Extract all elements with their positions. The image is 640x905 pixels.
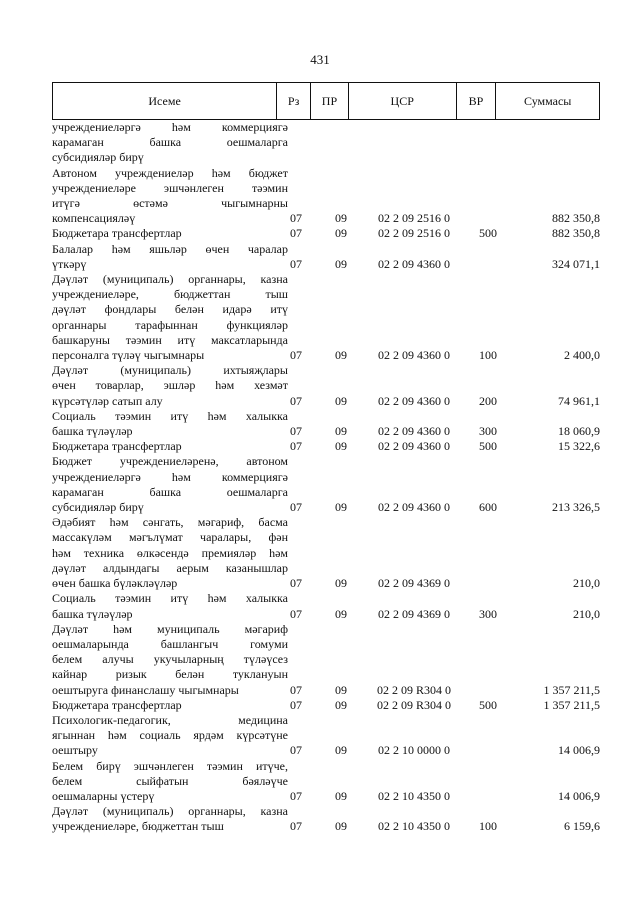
- row-name-line: Бюджетара трансфертлар: [52, 226, 182, 241]
- row-name: [52, 120, 288, 166]
- row-csr: 02 2 09 4360 0: [378, 500, 450, 515]
- row-pr: 09: [335, 256, 347, 271]
- row-pr: 09: [335, 348, 347, 363]
- row-name-line: оешмаларында башлангыч гомуми: [52, 636, 288, 651]
- row-sum: 882 350,8: [552, 211, 600, 226]
- row-vr: 100: [479, 348, 497, 363]
- row-name-line: оештыруга финанслашу чыгымнары: [52, 682, 239, 697]
- header-rz: Рз: [276, 83, 310, 119]
- table-row: [52, 515, 600, 591]
- row-name-line: өчен товарлар, эшләр һәм хезмәт: [52, 378, 288, 393]
- row-name-line: Әдәбият һәм сәнгать, мәгариф, басма: [52, 515, 288, 530]
- row-sum: 2 400,0: [564, 348, 600, 363]
- row-rz: 07: [290, 606, 302, 621]
- row-csr: 02 2 09 R304 0: [376, 697, 451, 712]
- row-name-line: оештыру: [52, 743, 98, 758]
- row-csr: 02 2 10 0000 0: [378, 743, 450, 758]
- row-csr: 02 2 09 2516 0: [378, 211, 450, 226]
- row-name-line: субсидияләр бирү: [52, 150, 144, 165]
- row-vr: 300: [479, 606, 497, 621]
- row-name: [52, 759, 288, 805]
- row-sum: 210,0: [573, 576, 600, 591]
- row-name: [52, 242, 288, 272]
- header-name: Исеме: [148, 93, 181, 108]
- row-name-line: дәүләт фондлары белән идарә итү: [52, 302, 288, 317]
- row-csr: 02 2 09 2516 0: [378, 226, 450, 241]
- row-name: [52, 591, 288, 621]
- row-name-line: карамаган башка оешмаларга: [52, 135, 288, 150]
- table-header: [52, 82, 600, 120]
- row-name: [52, 515, 288, 591]
- row-csr: 02 2 09 4369 0: [378, 606, 450, 621]
- row-name-line: учреждениеләре, бюджеттан тыш: [52, 819, 224, 834]
- row-sum: 74 961,1: [558, 393, 600, 408]
- row-name-line: органнары тарафыннан функцияләр: [52, 317, 288, 332]
- row-name-line: башка түләүләр: [52, 606, 133, 621]
- row-name-line: учреждениеләре, бюджеттан тыш: [52, 287, 288, 302]
- row-name-line: компенсацияләү: [52, 211, 136, 226]
- row-rz: 07: [290, 393, 302, 408]
- row-name: [52, 409, 288, 439]
- row-name-line: кайнар ризык белән туклануын: [52, 667, 288, 682]
- row-pr: 09: [335, 606, 347, 621]
- row-name-line: Балалар һәм яшьләр өчен чаралар: [52, 241, 288, 256]
- row-csr: 02 2 09 4360 0: [378, 424, 450, 439]
- table-row: [52, 409, 600, 439]
- header-pr: ПР: [310, 83, 348, 119]
- row-name-line: учреждениеләргә һәм коммерциягә: [52, 120, 288, 134]
- row-name: [52, 439, 288, 454]
- row-name-line: өчен башка бүләкләүләр: [52, 576, 178, 591]
- row-vr: 100: [479, 819, 497, 834]
- table-row: [52, 120, 600, 166]
- row-sum: 14 006,9: [558, 743, 600, 758]
- row-sum: 210,0: [573, 606, 600, 621]
- row-rz: 07: [290, 743, 302, 758]
- row-vr: 500: [479, 439, 497, 454]
- row-name-line: Дәүләт (муниципаль) органнары, казна: [52, 804, 288, 819]
- row-name-line: итүгә өстәмә чыгымнарны: [52, 196, 288, 211]
- table-row: [52, 622, 600, 698]
- row-name-line: Социаль тәэмин итү һәм халыкка: [52, 408, 288, 423]
- row-rz: 07: [290, 682, 302, 697]
- row-csr: 02 2 10 4350 0: [378, 819, 450, 834]
- row-name-line: башкаруны тәэмин итү максатларында: [52, 332, 288, 347]
- row-pr: 09: [335, 788, 347, 803]
- row-name-line: Дәүләт (муниципаль) ихтыяҗлары: [52, 363, 288, 378]
- row-name: [52, 166, 288, 227]
- row-vr: 200: [479, 393, 497, 408]
- row-sum: 18 060,9: [558, 424, 600, 439]
- budget-table: [52, 82, 600, 835]
- row-rz: 07: [290, 819, 302, 834]
- row-csr: 02 2 09 4369 0: [378, 576, 450, 591]
- row-vr: 300: [479, 424, 497, 439]
- row-name-line: субсидияләр бирү: [52, 500, 144, 515]
- row-name-line: күрсәтүләр сатып алу: [52, 393, 163, 408]
- row-sum: 14 006,9: [558, 788, 600, 803]
- table-row: [52, 804, 600, 834]
- row-pr: 09: [335, 819, 347, 834]
- row-sum: 213 326,5: [552, 500, 600, 515]
- row-name: [52, 622, 288, 698]
- row-rz: 07: [290, 226, 302, 241]
- row-rz: 07: [290, 424, 302, 439]
- row-rz: 07: [290, 788, 302, 803]
- table-row: [52, 454, 600, 515]
- header-csr: ЦСР: [348, 83, 456, 119]
- row-sum: 882 350,8: [552, 226, 600, 241]
- header-vr: ВР: [456, 83, 496, 119]
- row-pr: 09: [335, 439, 347, 454]
- row-rz: 07: [290, 348, 302, 363]
- row-csr: 02 2 09 R304 0: [376, 682, 451, 697]
- row-csr: 02 2 09 4360 0: [378, 348, 450, 363]
- row-name-line: һәм техника өлкәсендә премияләр һәм: [52, 545, 288, 560]
- row-rz: 07: [290, 439, 302, 454]
- table-body: [52, 120, 600, 835]
- row-name: [52, 272, 288, 363]
- table-row: [52, 272, 600, 363]
- row-vr: 600: [479, 500, 497, 515]
- row-name-line: учреждениеләргә һәм коммерциягә: [52, 469, 288, 484]
- row-name-line: Психологик-педагогик, медицина: [52, 712, 288, 727]
- row-name: [52, 698, 288, 713]
- row-name-line: башка түләүләр: [52, 424, 133, 439]
- row-rz: 07: [290, 211, 302, 226]
- row-name-line: Бюджет учреждениеләренә, автоном: [52, 454, 288, 469]
- row-name-line: белем алучы укучыларның түләүсез: [52, 652, 288, 667]
- row-name-line: Социаль тәэмин итү һәм халыкка: [52, 591, 288, 606]
- row-pr: 09: [335, 697, 347, 712]
- row-sum: 1 357 211,5: [543, 682, 600, 697]
- row-name: [52, 226, 288, 241]
- row-sum: 1 357 211,5: [543, 697, 600, 712]
- row-name: [52, 363, 288, 409]
- row-rz: 07: [290, 697, 302, 712]
- row-name-line: карамаган башка оешмаларга: [52, 484, 288, 499]
- row-name-line: Автоном учреждениеләр һәм бюджет: [52, 165, 288, 180]
- table-row: [52, 363, 600, 409]
- row-pr: 09: [335, 500, 347, 515]
- row-name: [52, 804, 288, 834]
- row-name-line: Дәүләт (муниципаль) органнары, казна: [52, 272, 288, 287]
- row-vr: 500: [479, 226, 497, 241]
- row-pr: 09: [335, 393, 347, 408]
- table-row: [52, 439, 600, 454]
- table-row: [52, 242, 600, 272]
- row-rz: 07: [290, 576, 302, 591]
- row-name-line: дәүләт алдындагы аерым казанышлар: [52, 560, 288, 575]
- row-name-line: үткәрү: [52, 256, 87, 271]
- row-sum: 324 071,1: [552, 256, 600, 271]
- row-rz: 07: [290, 256, 302, 271]
- row-rz: 07: [290, 500, 302, 515]
- row-pr: 09: [335, 226, 347, 241]
- row-csr: 02 2 09 4360 0: [378, 256, 450, 271]
- row-csr: 02 2 09 4360 0: [378, 393, 450, 408]
- table-row: [52, 713, 600, 759]
- table-row: [52, 591, 600, 621]
- row-name: [52, 454, 288, 515]
- row-name-line: оешмаларны үстерү: [52, 788, 155, 803]
- header-sum: Суммасы: [495, 83, 599, 119]
- row-csr: 02 2 09 4360 0: [378, 439, 450, 454]
- row-pr: 09: [335, 424, 347, 439]
- row-name-line: Белем бирү эшчәнлеген тәэмин итүче,: [52, 758, 288, 773]
- row-sum: 15 322,6: [558, 439, 600, 454]
- row-name-line: персоналга түләү чыгымнары: [52, 348, 205, 363]
- row-vr: 500: [479, 697, 497, 712]
- table-row: [52, 226, 600, 241]
- row-sum: 6 159,6: [564, 819, 600, 834]
- row-csr: 02 2 10 4350 0: [378, 788, 450, 803]
- table-row: [52, 759, 600, 805]
- row-name-line: Бюджетара трансфертлар: [52, 439, 182, 454]
- row-name-line: массакүләм мәгълүмат чаралары, фән: [52, 530, 288, 545]
- table-row: [52, 698, 600, 713]
- row-pr: 09: [335, 211, 347, 226]
- page-number: 431: [310, 52, 330, 67]
- row-pr: 09: [335, 682, 347, 697]
- row-pr: 09: [335, 576, 347, 591]
- row-name-line: учреждениеләре эшчәнлеген тәэмин: [52, 180, 288, 195]
- row-name-line: ягыннан һәм социаль ярдәм күрсәтүне: [52, 728, 288, 743]
- row-name-line: Дәүләт һәм муниципаль мәгариф: [52, 621, 288, 636]
- row-name: [52, 713, 288, 759]
- table-row: [52, 166, 600, 227]
- row-name-line: белем сыйфатын бәяләүче: [52, 773, 288, 788]
- row-pr: 09: [335, 743, 347, 758]
- row-name-line: Бюджетара трансфертлар: [52, 697, 182, 712]
